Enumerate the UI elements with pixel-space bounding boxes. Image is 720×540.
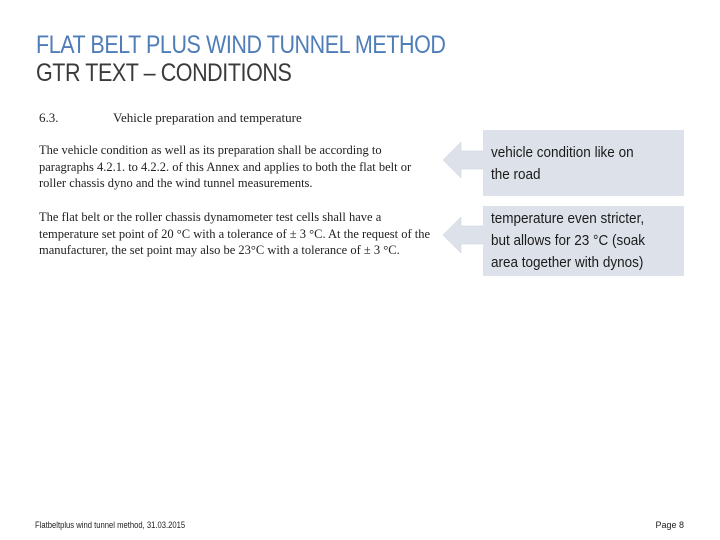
section-number: 6.3.	[39, 110, 59, 125]
footer-page-number: Page 8	[655, 520, 684, 530]
callout-line: temperature even stricter,	[491, 210, 645, 227]
callout-vehicle-condition	[483, 130, 684, 196]
callout-line: the road	[491, 166, 541, 183]
callout-temperature	[483, 206, 684, 276]
arrow-left-icon	[443, 142, 487, 178]
section-title: Vehicle preparation and temperature	[113, 110, 302, 125]
slide-title: FLAT BELT PLUS WIND TUNNEL METHOD	[36, 31, 446, 59]
arrow-left-icon	[443, 217, 487, 253]
footer-document-info: Flatbeltplus wind tunnel method, 31.03.2015	[35, 520, 186, 530]
callout-line: vehicle condition like on	[491, 144, 634, 161]
paragraph-temperature: The flat belt or the roller chassis dynamometer test cells shall have a temperature set point of 20 °C with a tolerance of ± 3 °C. At the request of the manufacturer, the set point may also be 23°C with a tolerance of ± 3 °C.	[39, 210, 431, 257]
paragraph-vehicle-condition: The vehicle condition as well as its preparation shall be according to paragraphs 4.2.1. to 4.2.2. of this Annex and applies to both the flat belt or roller chassis dyno and the wind tunnel measurements.	[39, 143, 412, 190]
slide-subtitle: GTR TEXT – CONDITIONS	[36, 59, 292, 87]
callout-line: area together with dynos)	[491, 254, 644, 271]
callout-line: but allows for 23 °C (soak	[491, 232, 645, 249]
